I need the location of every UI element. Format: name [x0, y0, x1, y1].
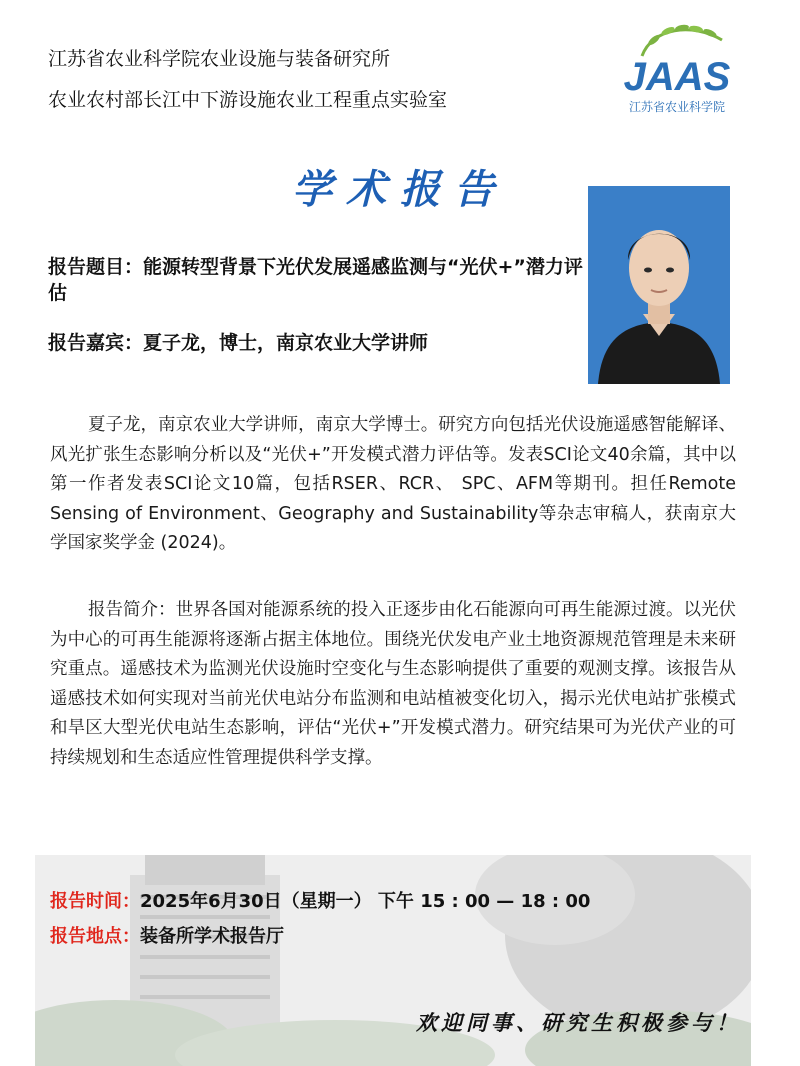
guest-value: 夏子龙，博士，南京农业大学讲师 — [143, 332, 429, 354]
report-guest — [48, 330, 428, 356]
jaas-logo-icon — [612, 18, 742, 98]
place-value: 装备所学术报告厅 — [140, 926, 284, 947]
welcome-message: 欢迎同事、研究生积极参与！ — [416, 1010, 741, 1035]
topic-value: 能源转型背景下光伏发展遥感监测与“光伏+”潜力评估 — [48, 256, 583, 304]
report-topic — [48, 254, 588, 306]
guest-label: 报告嘉宾： — [48, 332, 144, 354]
report-time — [50, 887, 590, 913]
report-abstract: 报告简介：世界各国对能源系统的投入正逐步由化石能源向可再生能源过渡。以光伏为中心的可再生能源将逐渐占据主体地位。围绕光伏发电产业土地资源规范管理是未来研究重点。遥感技术为监测光伏设施时空变化与生态影响提供了重要的观测支撑。该报告从遥感技术如何实现对当前光伏电站分布监测和电站植被变化切入，揭示光伏电站扩张模式和旱区大型光伏电站生态影响，评估“光伏+”开发模式潜力。研究结果可为光伏产业的可持续规划和生态适应性管理提供科学支撑。 — [50, 600, 736, 768]
place-label: 报告地点： — [50, 926, 140, 947]
time-value: 2025年6月30日（星期一） 下午 15 : 00 — 18 : 00 — [140, 891, 591, 912]
topic-label: 报告题目： — [48, 256, 144, 278]
speaker-bio: 夏子龙，南京农业大学讲师，南京大学博士。研究方向包括光伏设施遥感智能解译、风光扩张生态影响分析以及“光伏+”开发模式潜力评估等。发表SCI论文40余篇，其中以第一作者发表SCI论文10篇，包括RSER、RCR、 SPC、AFM等期刊。担任Remote Sensing of Environment、Geography and Sustainability等杂志审稿人，获南京大学国家奖学金 (2024)。 — [50, 415, 736, 553]
page-title: 学术报告 — [292, 166, 508, 213]
event-info-banner — [35, 855, 751, 1066]
institute-name: 江苏省农业科学院农业设施与装备研究所 — [48, 48, 391, 70]
logo-text: JAAS — [623, 55, 731, 98]
jaas-logo — [612, 18, 742, 118]
speaker-photo — [588, 186, 730, 384]
report-place — [50, 922, 284, 948]
time-label: 报告时间： — [50, 891, 140, 912]
logo-subtitle: 江苏省农业科学院 — [628, 100, 725, 114]
lab-name: 农业农村部长江中下游设施农业工程重点实验室 — [48, 89, 448, 111]
